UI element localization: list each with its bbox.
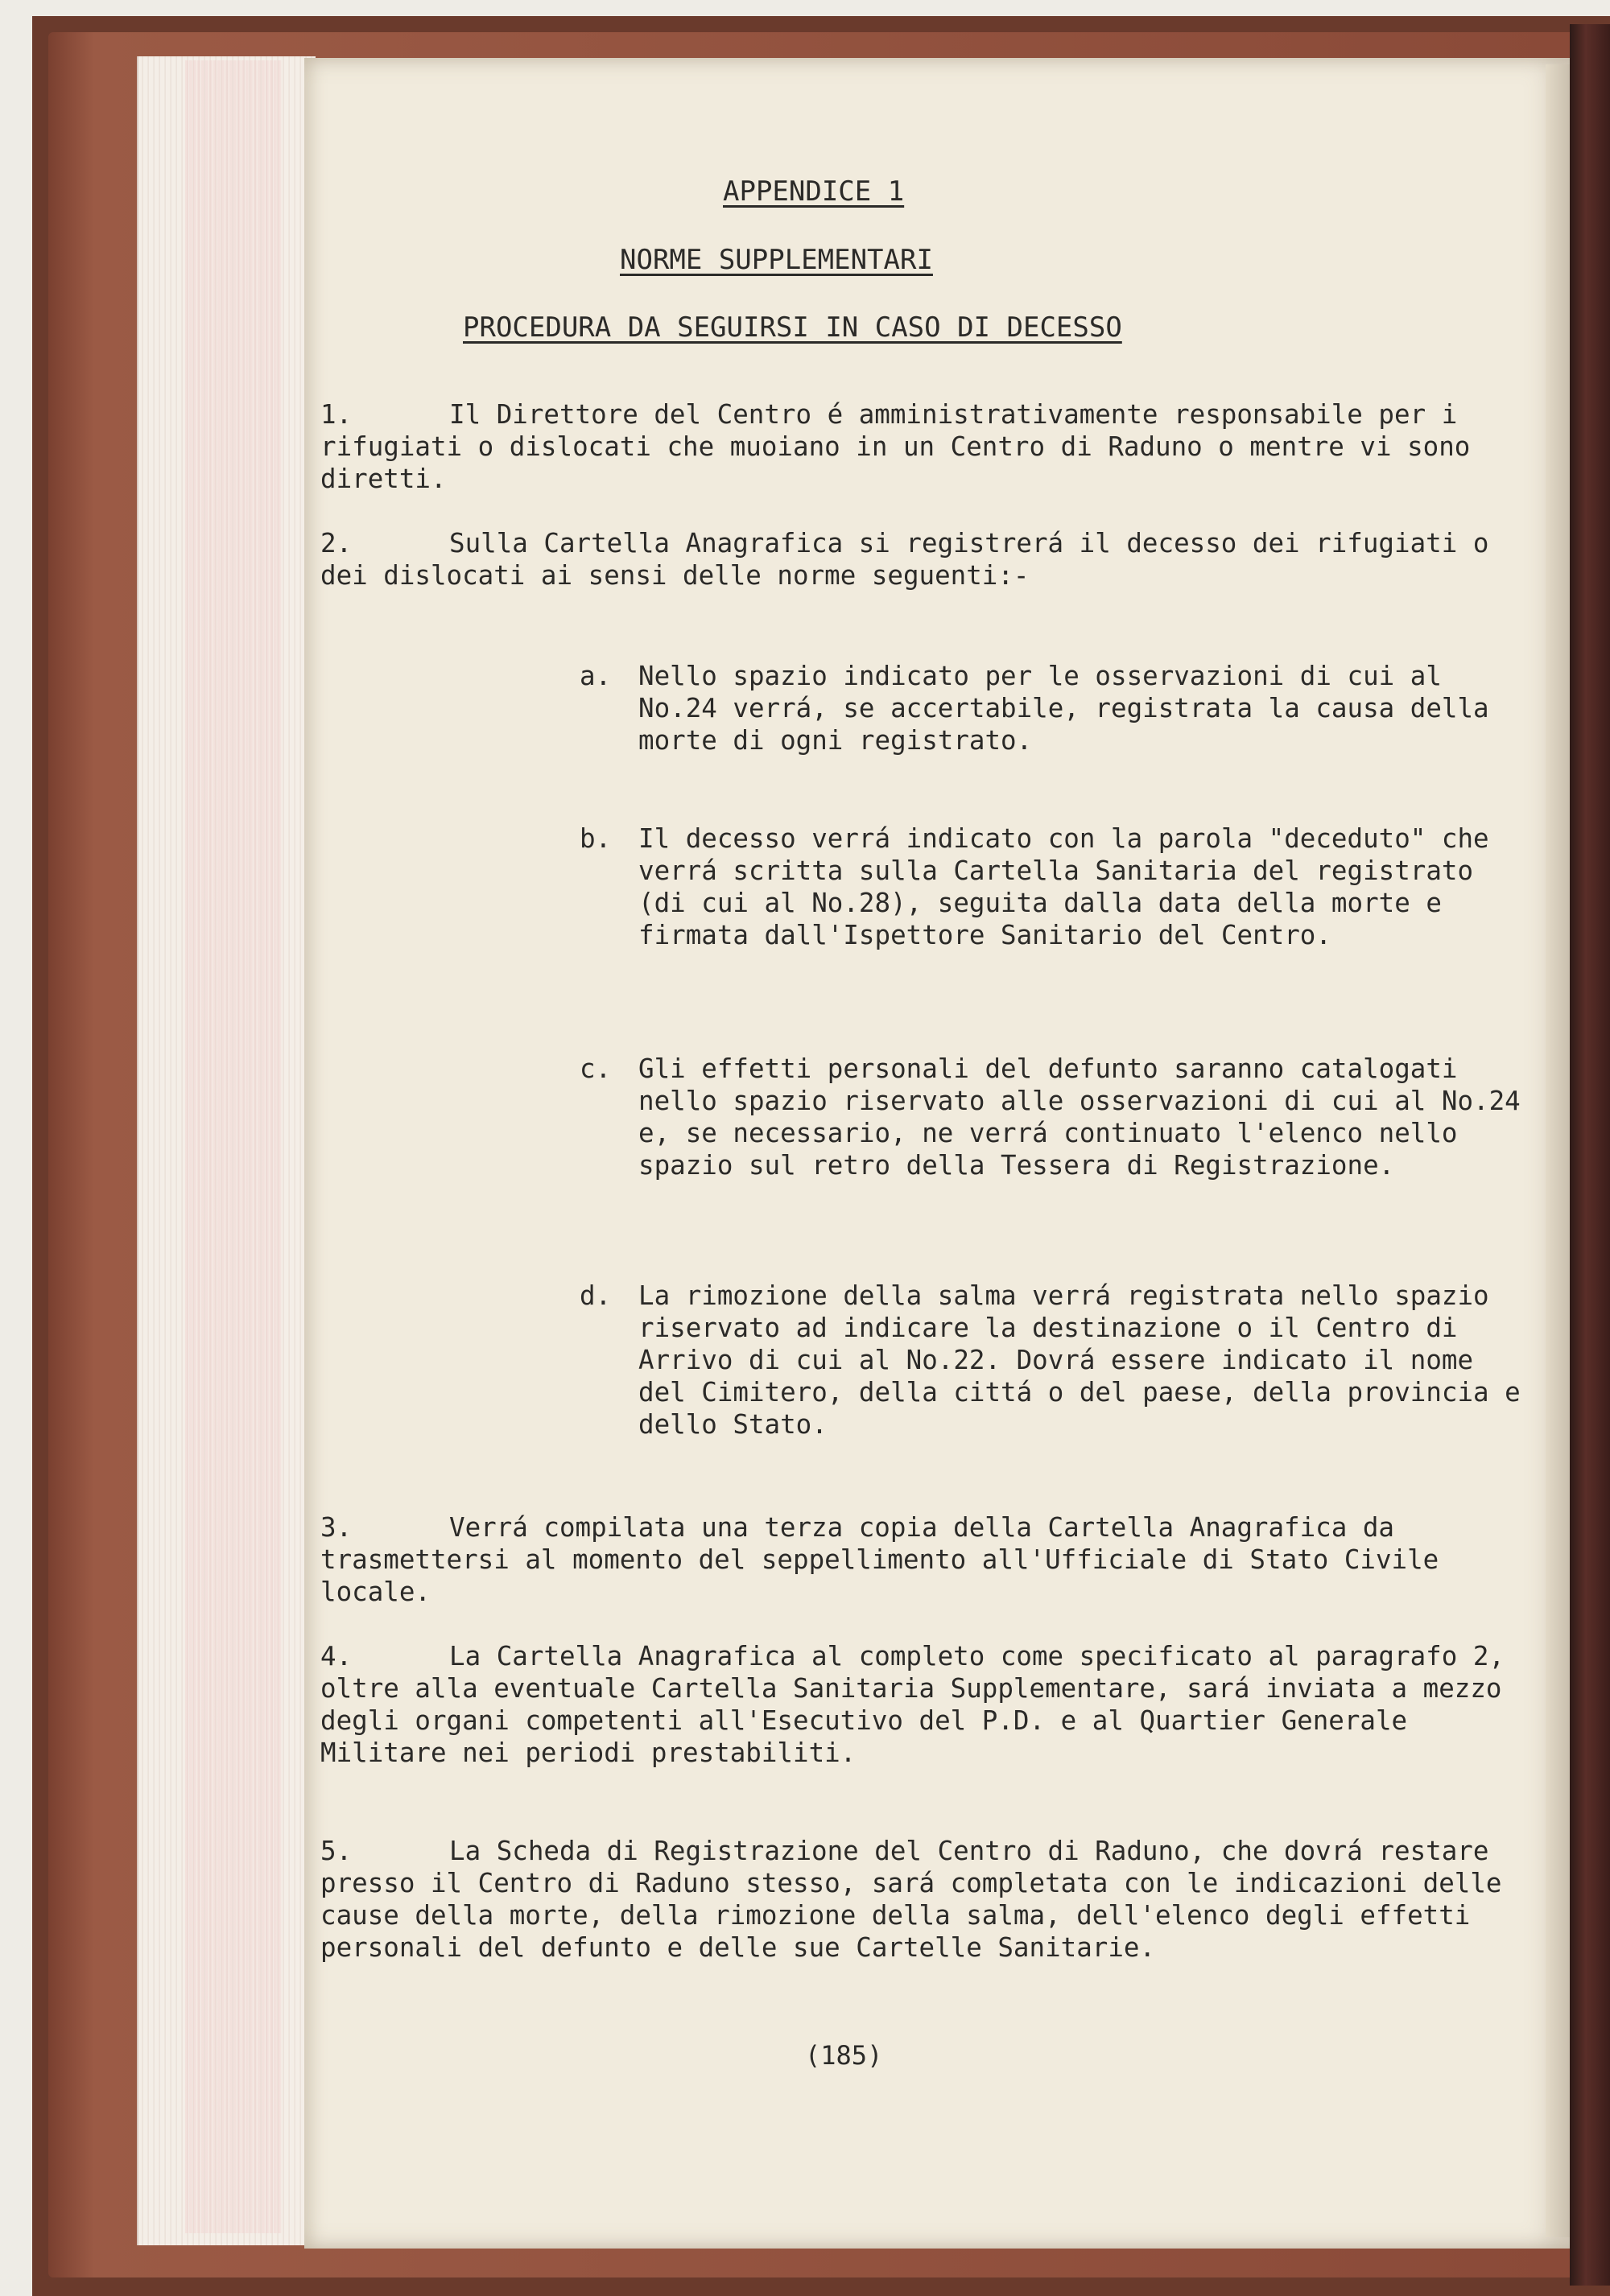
- paragraph-text: La Scheda di Registrazione del Centro di Raduno, che dovrá restare presso il Centro di Raduno stesso, sará completata con le indicazioni delle cause della morte, della rimozione della salma, dell'elenco degli effetti personali del defunto e delle sue Cartelle Sanitarie.: [320, 1836, 1502, 1963]
- page-stack-tint: [185, 60, 282, 2233]
- subitem-letter: b.: [580, 823, 612, 854]
- paragraph-3: [320, 1511, 1544, 1608]
- paragraph-1: [320, 398, 1544, 495]
- subitem-b: [580, 822, 1530, 951]
- subitem-text: La rimozione della salma verrá registrata nello spazio riservato ad indicare la destinazione o il Centro di Arrivo di cui al No.22. Dovrá essere indicato il nome del Cimitero, della cittá o del paese, della provincia e dello Stato.: [638, 1280, 1521, 1440]
- subitem-letter: a.: [580, 661, 612, 691]
- paragraph-text: La Cartella Anagrafica al completo come specificato al paragrafo 2, oltre alla eventuale Cartella Sanitaria Supplementare, sará inviata a mezzo degli organi competenti all'Esecutivo del P.D. e al Quartier Generale Militare nei periodi prestabiliti.: [320, 1641, 1505, 1768]
- subitem-letter: d.: [580, 1280, 612, 1311]
- paragraph-text: Sulla Cartella Anagrafica si registrerá il decesso dei rifugiati o dei dislocati ai sensi delle norme seguenti:-: [320, 528, 1489, 591]
- page-number: (185): [805, 2040, 883, 2071]
- paragraph-number: 4.: [320, 1641, 353, 1672]
- paragraph-text: Verrá compilata una terza copia della Cartella Anagrafica da trasmettersi al momento del seppellimento all'Ufficiale di Stato Civile locale.: [320, 1512, 1439, 1607]
- heading-subtitle: NORME SUPPLEMENTARI: [620, 244, 933, 276]
- subitem-c: [580, 1053, 1530, 1181]
- subitem-d: [580, 1280, 1530, 1441]
- subitem-text: Gli effetti personali del defunto saranno catalogati nello spazio riservato alle osservazioni di cui al No.24 e, se necessario, ne verrá continuato l'elenco nello spazio sul retro della Tessera di Registrazione.: [638, 1053, 1521, 1181]
- heading-appendix: APPENDICE 1: [723, 175, 905, 208]
- paragraph-5: [320, 1835, 1544, 1964]
- paragraph-text: Il Direttore del Centro é amministrativamente responsabile per i rifugiati o dislocati che muoiano in un Centro di Raduno o mentre vi sono diretti.: [320, 399, 1471, 494]
- subitem-a: [580, 660, 1530, 756]
- heading-procedure: PROCEDURA DA SEGUIRSI IN CASO DI DECESSO: [463, 311, 1122, 344]
- page-gutter-shadow: [1546, 64, 1570, 2237]
- paragraph-number: 1.: [320, 399, 353, 430]
- subitem-letter: c.: [580, 1053, 612, 1084]
- paragraph-number: 5.: [320, 1836, 353, 1866]
- subitem-text: Il decesso verrá indicato con la parola "deceduto" che verrá scritta sulla Cartella Sanitaria del registrato (di cui al No.28), seguita dalla data della morte e firmata dall'Ispettore Sanitario del Centro.: [638, 823, 1489, 950]
- paragraph-2: [320, 527, 1544, 592]
- paragraph-number: 3.: [320, 1512, 353, 1543]
- subitem-text: Nello spazio indicato per le osservazioni di cui al No.24 verrá, se accertabile, registrata la causa della morte di ogni registrato.: [638, 661, 1489, 756]
- book-cover-right-edge: [1570, 24, 1610, 2286]
- paragraph-number: 2.: [320, 528, 353, 559]
- paragraph-4: [320, 1640, 1544, 1769]
